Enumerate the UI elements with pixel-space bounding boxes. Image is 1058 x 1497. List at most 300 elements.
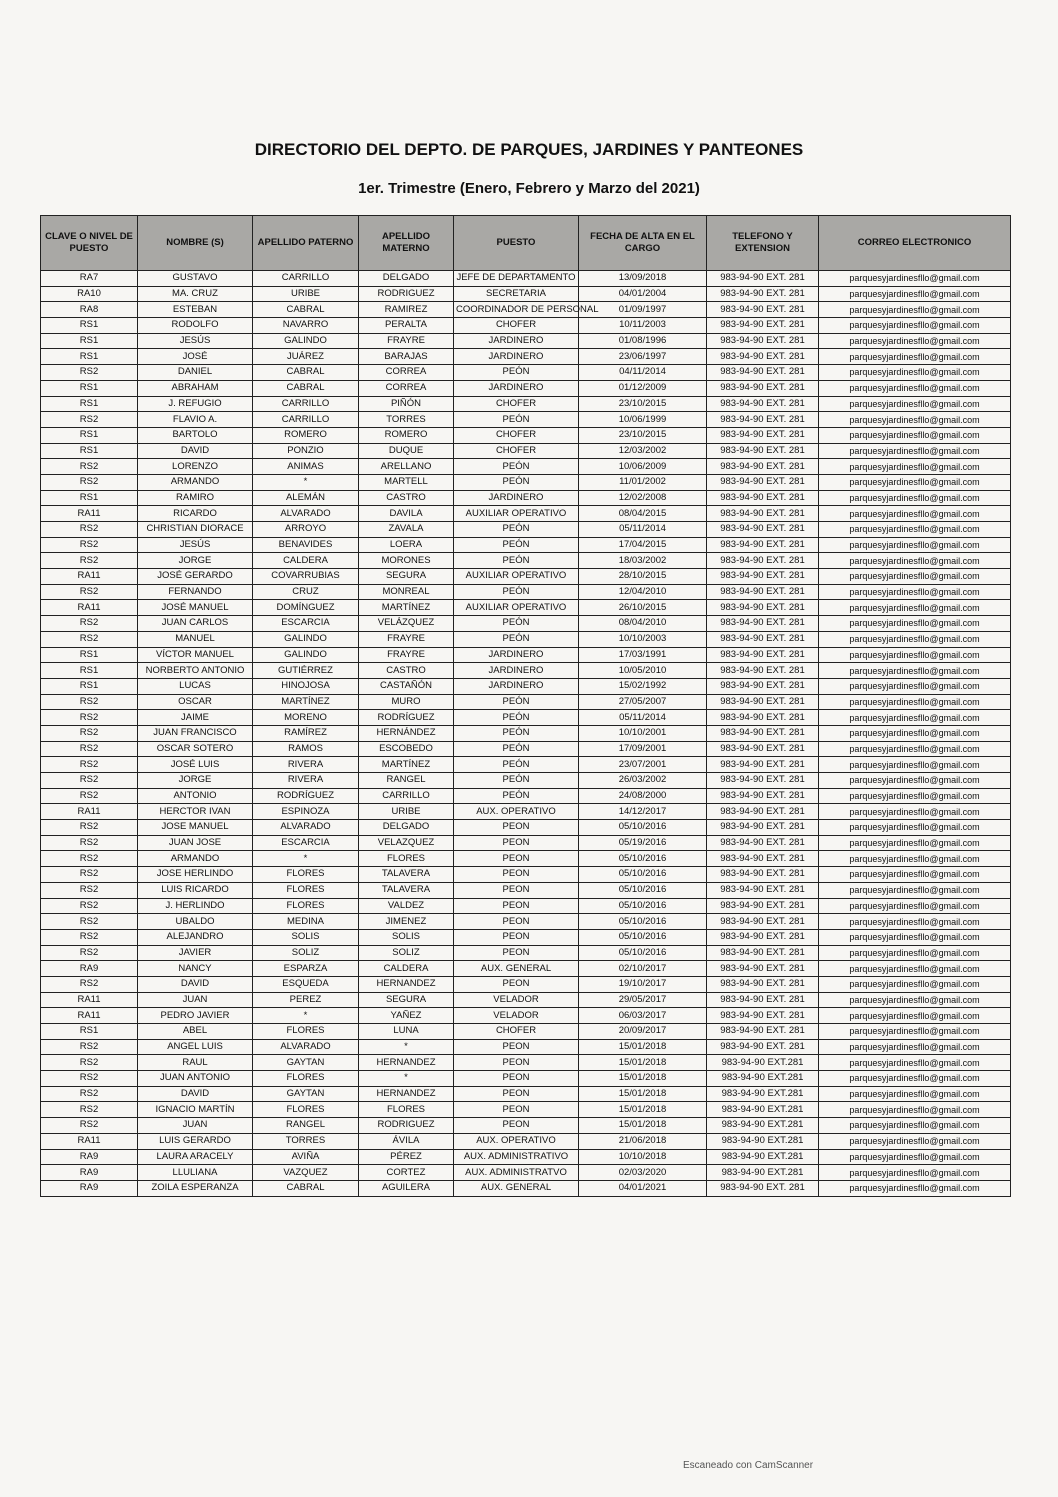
cell-apellido-paterno: CALDERA — [253, 553, 359, 569]
cell-apellido-materno: VELAZQUEZ — [359, 835, 454, 851]
table-row — [41, 1086, 1011, 1102]
cell-telefono: 983-94-90 EXT. 281 — [707, 773, 819, 789]
cell-nombre: IGNACIO MARTÍN — [138, 1102, 253, 1118]
cell-puesto: PEON — [454, 835, 579, 851]
cell-correo: parquesyjardinesfllo@gmail.com — [819, 522, 1011, 538]
cell-telefono: 983-94-90 EXT. 281 — [707, 271, 819, 287]
cell-correo: parquesyjardinesfllo@gmail.com — [819, 961, 1011, 977]
cell-clave: RS1 — [41, 678, 138, 694]
cell-apellido-materno: TALAVERA — [359, 867, 454, 883]
cell-puesto: PEON — [454, 851, 579, 867]
cell-fecha-alta: 29/05/2017 — [579, 992, 707, 1008]
cell-correo: parquesyjardinesfllo@gmail.com — [819, 349, 1011, 365]
cell-telefono: 983-94-90 EXT. 281 — [707, 757, 819, 773]
cell-correo: parquesyjardinesfllo@gmail.com — [819, 553, 1011, 569]
cell-clave: RS2 — [41, 929, 138, 945]
cell-telefono: 983-94-90 EXT. 281 — [707, 694, 819, 710]
table-row — [41, 506, 1011, 522]
cell-clave: RS2 — [41, 898, 138, 914]
cell-fecha-alta: 05/10/2016 — [579, 945, 707, 961]
cell-telefono: 983-94-90 EXT. 281 — [707, 396, 819, 412]
cell-apellido-materno: RODRÍGUEZ — [359, 710, 454, 726]
cell-apellido-materno: * — [359, 1071, 454, 1087]
cell-clave: RS2 — [41, 365, 138, 381]
cell-puesto: JARDINERO — [454, 333, 579, 349]
table-row — [41, 569, 1011, 585]
cell-nombre: JOSÉ — [138, 349, 253, 365]
cell-apellido-materno: CASTAÑÓN — [359, 678, 454, 694]
cell-puesto: SECRETARIA — [454, 286, 579, 302]
cell-telefono: 983-94-90 EXT. 281 — [707, 663, 819, 679]
cell-nombre: FERNANDO — [138, 584, 253, 600]
table-row — [41, 459, 1011, 475]
cell-nombre: JUAN — [138, 1118, 253, 1134]
table-row — [41, 537, 1011, 553]
cell-clave: RS2 — [41, 788, 138, 804]
table-row — [41, 1055, 1011, 1071]
cell-clave: RS2 — [41, 851, 138, 867]
cell-nombre: JESÚS — [138, 333, 253, 349]
cell-nombre: NANCY — [138, 961, 253, 977]
cell-telefono: 983-94-90 EXT. 281 — [707, 1180, 819, 1196]
cell-telefono: 983-94-90 EXT. 281 — [707, 882, 819, 898]
cell-correo: parquesyjardinesfllo@gmail.com — [819, 725, 1011, 741]
cell-nombre: JOSE MANUEL — [138, 820, 253, 836]
cell-apellido-paterno: FLORES — [253, 898, 359, 914]
cell-fecha-alta: 08/04/2010 — [579, 616, 707, 632]
cell-apellido-materno: YAÑEZ — [359, 1008, 454, 1024]
cell-nombre: LAURA ARACELY — [138, 1149, 253, 1165]
cell-fecha-alta: 12/02/2008 — [579, 490, 707, 506]
cell-apellido-materno: DELGADO — [359, 271, 454, 287]
table-row — [41, 380, 1011, 396]
cell-fecha-alta: 01/12/2009 — [579, 380, 707, 396]
cell-fecha-alta: 15/01/2018 — [579, 1102, 707, 1118]
cell-fecha-alta: 01/08/1996 — [579, 333, 707, 349]
table-row — [41, 945, 1011, 961]
cell-correo: parquesyjardinesfllo@gmail.com — [819, 616, 1011, 632]
cell-correo: parquesyjardinesfllo@gmail.com — [819, 882, 1011, 898]
cell-correo: parquesyjardinesfllo@gmail.com — [819, 663, 1011, 679]
cell-fecha-alta: 02/10/2017 — [579, 961, 707, 977]
cell-correo: parquesyjardinesfllo@gmail.com — [819, 537, 1011, 553]
cell-telefono: 983-94-90 EXT.281 — [707, 1118, 819, 1134]
cell-apellido-paterno: NAVARRO — [253, 318, 359, 334]
cell-fecha-alta: 19/10/2017 — [579, 976, 707, 992]
cell-apellido-paterno: JUÁREZ — [253, 349, 359, 365]
column-header-fecha-alta: FECHA DE ALTA EN EL CARGO — [579, 216, 707, 271]
column-header-apellido-paterno: APELLIDO PATERNO — [253, 216, 359, 271]
cell-fecha-alta: 05/10/2016 — [579, 914, 707, 930]
cell-nombre: RAUL — [138, 1055, 253, 1071]
cell-fecha-alta: 05/10/2016 — [579, 867, 707, 883]
cell-nombre: ARMANDO — [138, 851, 253, 867]
cell-fecha-alta: 01/09/1997 — [579, 302, 707, 318]
cell-telefono: 983-94-90 EXT. 281 — [707, 741, 819, 757]
cell-nombre: FLAVIO A. — [138, 412, 253, 428]
cell-telefono: 983-94-90 EXT.281 — [707, 1055, 819, 1071]
table-row — [41, 898, 1011, 914]
cell-correo: parquesyjardinesfllo@gmail.com — [819, 569, 1011, 585]
cell-correo: parquesyjardinesfllo@gmail.com — [819, 318, 1011, 334]
cell-correo: parquesyjardinesfllo@gmail.com — [819, 820, 1011, 836]
cell-nombre: JUAN FRANCISCO — [138, 725, 253, 741]
scanner-watermark: Escaneado con CamScanner — [683, 1460, 814, 1471]
cell-clave: RA10 — [41, 286, 138, 302]
cell-nombre: LUIS GERARDO — [138, 1133, 253, 1149]
cell-nombre: DAVID — [138, 443, 253, 459]
cell-correo: parquesyjardinesfllo@gmail.com — [819, 396, 1011, 412]
cell-nombre: RAMIRO — [138, 490, 253, 506]
cell-nombre: J. REFUGIO — [138, 396, 253, 412]
cell-clave: RS2 — [41, 757, 138, 773]
cell-apellido-materno: PÉREZ — [359, 1149, 454, 1165]
cell-clave: RA9 — [41, 1165, 138, 1181]
cell-fecha-alta: 17/09/2001 — [579, 741, 707, 757]
cell-fecha-alta: 04/01/2004 — [579, 286, 707, 302]
cell-telefono: 983-94-90 EXT. 281 — [707, 380, 819, 396]
cell-apellido-materno: TALAVERA — [359, 882, 454, 898]
cell-fecha-alta: 10/06/1999 — [579, 412, 707, 428]
cell-telefono: 983-94-90 EXT.281 — [707, 1102, 819, 1118]
cell-correo: parquesyjardinesfllo@gmail.com — [819, 474, 1011, 490]
cell-clave: RA9 — [41, 961, 138, 977]
cell-clave: RS2 — [41, 1086, 138, 1102]
cell-puesto: JARDINERO — [454, 490, 579, 506]
cell-correo: parquesyjardinesfllo@gmail.com — [819, 1071, 1011, 1087]
cell-nombre: VÍCTOR MANUEL — [138, 647, 253, 663]
cell-nombre: ESTEBAN — [138, 302, 253, 318]
cell-puesto: AUX. GENERAL — [454, 1180, 579, 1196]
table-row — [41, 647, 1011, 663]
cell-telefono: 983-94-90 EXT. 281 — [707, 1008, 819, 1024]
cell-apellido-materno: CASTRO — [359, 663, 454, 679]
table-row — [41, 616, 1011, 632]
cell-fecha-alta: 15/01/2018 — [579, 1118, 707, 1134]
cell-clave: RS2 — [41, 584, 138, 600]
cell-nombre: JOSÉ GERARDO — [138, 569, 253, 585]
cell-puesto: PEON — [454, 820, 579, 836]
cell-clave: RS2 — [41, 1055, 138, 1071]
cell-apellido-materno: TORRES — [359, 412, 454, 428]
cell-apellido-paterno: FLORES — [253, 867, 359, 883]
cell-apellido-materno: RAMIREZ — [359, 302, 454, 318]
cell-apellido-materno: SEGURA — [359, 569, 454, 585]
cell-fecha-alta: 20/09/2017 — [579, 1024, 707, 1040]
cell-correo: parquesyjardinesfllo@gmail.com — [819, 867, 1011, 883]
cell-apellido-paterno: ANIMAS — [253, 459, 359, 475]
cell-clave: RS2 — [41, 616, 138, 632]
column-header-correo: CORREO ELECTRONICO — [819, 216, 1011, 271]
table-row — [41, 820, 1011, 836]
cell-fecha-alta: 15/01/2018 — [579, 1055, 707, 1071]
cell-puesto: PEÓN — [454, 710, 579, 726]
table-row — [41, 882, 1011, 898]
cell-nombre: JAVIER — [138, 945, 253, 961]
cell-puesto: PEON — [454, 882, 579, 898]
table-row — [41, 302, 1011, 318]
cell-nombre: OSCAR SOTERO — [138, 741, 253, 757]
cell-clave: RS2 — [41, 882, 138, 898]
cell-apellido-paterno: PONZIO — [253, 443, 359, 459]
cell-clave: RS1 — [41, 396, 138, 412]
cell-apellido-materno: RODRIGUEZ — [359, 1118, 454, 1134]
cell-apellido-paterno: FLORES — [253, 1102, 359, 1118]
cell-fecha-alta: 05/19/2016 — [579, 835, 707, 851]
cell-apellido-materno: CALDERA — [359, 961, 454, 977]
table-row — [41, 1149, 1011, 1165]
cell-apellido-paterno: MEDINA — [253, 914, 359, 930]
cell-telefono: 983-94-90 EXT. 281 — [707, 600, 819, 616]
cell-nombre: OSCAR — [138, 694, 253, 710]
table-row — [41, 992, 1011, 1008]
cell-correo: parquesyjardinesfllo@gmail.com — [819, 1165, 1011, 1181]
cell-telefono: 983-94-90 EXT. 281 — [707, 631, 819, 647]
cell-apellido-paterno: ESPINOZA — [253, 804, 359, 820]
cell-nombre: JOSÉ LUIS — [138, 757, 253, 773]
cell-apellido-materno: ZAVALA — [359, 522, 454, 538]
cell-apellido-materno: SEGURA — [359, 992, 454, 1008]
cell-apellido-materno: SOLIS — [359, 929, 454, 945]
cell-apellido-paterno: ALEMÁN — [253, 490, 359, 506]
cell-clave: RS2 — [41, 553, 138, 569]
cell-nombre: DANIEL — [138, 365, 253, 381]
cell-puesto: CHOFER — [454, 318, 579, 334]
cell-clave: RS2 — [41, 914, 138, 930]
table-row — [41, 710, 1011, 726]
cell-puesto: JARDINERO — [454, 647, 579, 663]
table-row — [41, 1102, 1011, 1118]
cell-fecha-alta: 05/10/2016 — [579, 851, 707, 867]
table-row — [41, 349, 1011, 365]
cell-puesto: JARDINERO — [454, 663, 579, 679]
table-row — [41, 427, 1011, 443]
cell-apellido-materno: CORTEZ — [359, 1165, 454, 1181]
cell-clave: RS2 — [41, 412, 138, 428]
table-row — [41, 584, 1011, 600]
cell-correo: parquesyjardinesfllo@gmail.com — [819, 490, 1011, 506]
cell-correo: parquesyjardinesfllo@gmail.com — [819, 898, 1011, 914]
table-row — [41, 773, 1011, 789]
cell-correo: parquesyjardinesfllo@gmail.com — [819, 804, 1011, 820]
cell-correo: parquesyjardinesfllo@gmail.com — [819, 380, 1011, 396]
cell-apellido-materno: FLORES — [359, 851, 454, 867]
cell-puesto: PEÓN — [454, 553, 579, 569]
cell-nombre: UBALDO — [138, 914, 253, 930]
cell-clave: RA11 — [41, 600, 138, 616]
cell-apellido-materno: CARRILLO — [359, 788, 454, 804]
cell-apellido-paterno: PEREZ — [253, 992, 359, 1008]
cell-apellido-paterno: GALINDO — [253, 333, 359, 349]
cell-apellido-paterno: VAZQUEZ — [253, 1165, 359, 1181]
cell-clave: RS1 — [41, 333, 138, 349]
cell-clave: RS2 — [41, 537, 138, 553]
cell-apellido-materno: PERALTA — [359, 318, 454, 334]
cell-puesto: PEÓN — [454, 773, 579, 789]
cell-telefono: 983-94-90 EXT.281 — [707, 1165, 819, 1181]
table-row — [41, 1118, 1011, 1134]
cell-correo: parquesyjardinesfllo@gmail.com — [819, 600, 1011, 616]
cell-puesto: AUX. GENERAL — [454, 961, 579, 977]
cell-apellido-paterno: ESPARZA — [253, 961, 359, 977]
cell-telefono: 983-94-90 EXT. 281 — [707, 788, 819, 804]
cell-fecha-alta: 12/03/2002 — [579, 443, 707, 459]
cell-telefono: 983-94-90 EXT. 281 — [707, 506, 819, 522]
table-row — [41, 694, 1011, 710]
cell-telefono: 983-94-90 EXT. 281 — [707, 851, 819, 867]
cell-telefono: 983-94-90 EXT. 281 — [707, 976, 819, 992]
cell-telefono: 983-94-90 EXT. 281 — [707, 710, 819, 726]
cell-telefono: 983-94-90 EXT.281 — [707, 1133, 819, 1149]
cell-clave: RS1 — [41, 1024, 138, 1040]
cell-apellido-paterno: URIBE — [253, 286, 359, 302]
cell-apellido-paterno: * — [253, 474, 359, 490]
table-row — [41, 678, 1011, 694]
cell-puesto: PEON — [454, 1086, 579, 1102]
cell-fecha-alta: 15/01/2018 — [579, 1086, 707, 1102]
cell-telefono: 983-94-90 EXT. 281 — [707, 584, 819, 600]
cell-clave: RS2 — [41, 1039, 138, 1055]
cell-telefono: 983-94-90 EXT. 281 — [707, 914, 819, 930]
cell-nombre: JUAN CARLOS — [138, 616, 253, 632]
table-row — [41, 365, 1011, 381]
cell-clave: RS1 — [41, 490, 138, 506]
table-row — [41, 663, 1011, 679]
cell-correo: parquesyjardinesfllo@gmail.com — [819, 914, 1011, 930]
cell-fecha-alta: 23/10/2015 — [579, 396, 707, 412]
cell-fecha-alta: 06/03/2017 — [579, 1008, 707, 1024]
cell-puesto: AUX. OPERATIVO — [454, 1133, 579, 1149]
cell-puesto: PEON — [454, 1039, 579, 1055]
cell-nombre: ZOILA ESPERANZA — [138, 1180, 253, 1196]
cell-puesto: PEON — [454, 929, 579, 945]
cell-apellido-paterno: FLORES — [253, 1071, 359, 1087]
table-row — [41, 522, 1011, 538]
cell-puesto: CHOFER — [454, 1024, 579, 1040]
cell-nombre: JORGE — [138, 773, 253, 789]
cell-correo: parquesyjardinesfllo@gmail.com — [819, 851, 1011, 867]
cell-puesto: AUXILIAR OPERATIVO — [454, 600, 579, 616]
cell-puesto: JARDINERO — [454, 678, 579, 694]
cell-telefono: 983-94-90 EXT. 281 — [707, 427, 819, 443]
cell-apellido-materno: RANGEL — [359, 773, 454, 789]
cell-apellido-paterno: RIVERA — [253, 773, 359, 789]
cell-apellido-materno: MARTÍNEZ — [359, 757, 454, 773]
cell-fecha-alta: 21/06/2018 — [579, 1133, 707, 1149]
table-row — [41, 1039, 1011, 1055]
cell-correo: parquesyjardinesfllo@gmail.com — [819, 1008, 1011, 1024]
cell-apellido-paterno: MORENO — [253, 710, 359, 726]
cell-puesto: AUX. OPERATIVO — [454, 804, 579, 820]
cell-telefono: 983-94-90 EXT. 281 — [707, 522, 819, 538]
table-row — [41, 318, 1011, 334]
table-row — [41, 725, 1011, 741]
cell-fecha-alta: 17/03/1991 — [579, 647, 707, 663]
cell-clave: RS2 — [41, 474, 138, 490]
cell-clave: RA11 — [41, 992, 138, 1008]
cell-apellido-paterno: COVARRUBIAS — [253, 569, 359, 585]
cell-clave: RS2 — [41, 522, 138, 538]
table-row — [41, 741, 1011, 757]
cell-puesto: AUXILIAR OPERATIVO — [454, 569, 579, 585]
cell-nombre: DAVID — [138, 976, 253, 992]
table-row — [41, 788, 1011, 804]
cell-apellido-paterno: GUTIÉRREZ — [253, 663, 359, 679]
cell-apellido-materno: FRAYRE — [359, 631, 454, 647]
cell-correo: parquesyjardinesfllo@gmail.com — [819, 631, 1011, 647]
cell-clave: RA9 — [41, 1180, 138, 1196]
cell-puesto: PEÓN — [454, 522, 579, 538]
cell-apellido-materno: HERNANDEZ — [359, 1055, 454, 1071]
cell-clave: RS1 — [41, 380, 138, 396]
cell-fecha-alta: 24/08/2000 — [579, 788, 707, 804]
cell-apellido-paterno: SOLIZ — [253, 945, 359, 961]
cell-clave: RS1 — [41, 427, 138, 443]
cell-correo: parquesyjardinesfllo@gmail.com — [819, 302, 1011, 318]
cell-apellido-paterno: RANGEL — [253, 1118, 359, 1134]
cell-fecha-alta: 27/05/2007 — [579, 694, 707, 710]
cell-clave: RA11 — [41, 804, 138, 820]
table-row — [41, 271, 1011, 287]
cell-fecha-alta: 05/10/2016 — [579, 820, 707, 836]
cell-apellido-paterno: ESQUEDA — [253, 976, 359, 992]
table-row — [41, 443, 1011, 459]
cell-telefono: 983-94-90 EXT. 281 — [707, 820, 819, 836]
cell-telefono: 983-94-90 EXT. 281 — [707, 1024, 819, 1040]
cell-apellido-paterno: GALINDO — [253, 631, 359, 647]
cell-apellido-materno: AGUILERA — [359, 1180, 454, 1196]
cell-telefono: 983-94-90 EXT. 281 — [707, 412, 819, 428]
cell-apellido-paterno: GAYTAN — [253, 1086, 359, 1102]
cell-fecha-alta: 15/02/1992 — [579, 678, 707, 694]
cell-correo: parquesyjardinesfllo@gmail.com — [819, 945, 1011, 961]
cell-clave: RS2 — [41, 694, 138, 710]
cell-apellido-paterno: RAMÍREZ — [253, 725, 359, 741]
cell-apellido-paterno: SOLIS — [253, 929, 359, 945]
cell-apellido-paterno: CARRILLO — [253, 271, 359, 287]
cell-apellido-paterno: DOMÍNGUEZ — [253, 600, 359, 616]
cell-nombre: CHRISTIAN DIORACE — [138, 522, 253, 538]
cell-telefono: 983-94-90 EXT. 281 — [707, 961, 819, 977]
cell-puesto: PEON — [454, 976, 579, 992]
cell-fecha-alta: 05/10/2016 — [579, 882, 707, 898]
cell-puesto: PEÓN — [454, 631, 579, 647]
cell-apellido-materno: CORREA — [359, 380, 454, 396]
cell-telefono: 983-94-90 EXT. 281 — [707, 443, 819, 459]
cell-nombre: MA. CRUZ — [138, 286, 253, 302]
cell-clave: RA7 — [41, 271, 138, 287]
table-row — [41, 412, 1011, 428]
cell-correo: parquesyjardinesfllo@gmail.com — [819, 271, 1011, 287]
cell-apellido-materno: HERNANDEZ — [359, 976, 454, 992]
cell-telefono: 983-94-90 EXT. 281 — [707, 929, 819, 945]
directory-table — [40, 215, 1011, 1197]
table-row — [41, 600, 1011, 616]
cell-fecha-alta: 10/10/2003 — [579, 631, 707, 647]
cell-correo: parquesyjardinesfllo@gmail.com — [819, 741, 1011, 757]
cell-nombre: ABEL — [138, 1024, 253, 1040]
cell-fecha-alta: 23/06/1997 — [579, 349, 707, 365]
cell-telefono: 983-94-90 EXT. 281 — [707, 678, 819, 694]
cell-nombre: JUAN ANTONIO — [138, 1071, 253, 1087]
cell-clave: RA11 — [41, 1008, 138, 1024]
cell-puesto: AUX. ADMINISTRATVO — [454, 1165, 579, 1181]
table-row — [41, 1165, 1011, 1181]
cell-apellido-paterno: CABRAL — [253, 302, 359, 318]
cell-fecha-alta: 10/10/2001 — [579, 725, 707, 741]
cell-nombre: MANUEL — [138, 631, 253, 647]
cell-puesto: PEÓN — [454, 616, 579, 632]
